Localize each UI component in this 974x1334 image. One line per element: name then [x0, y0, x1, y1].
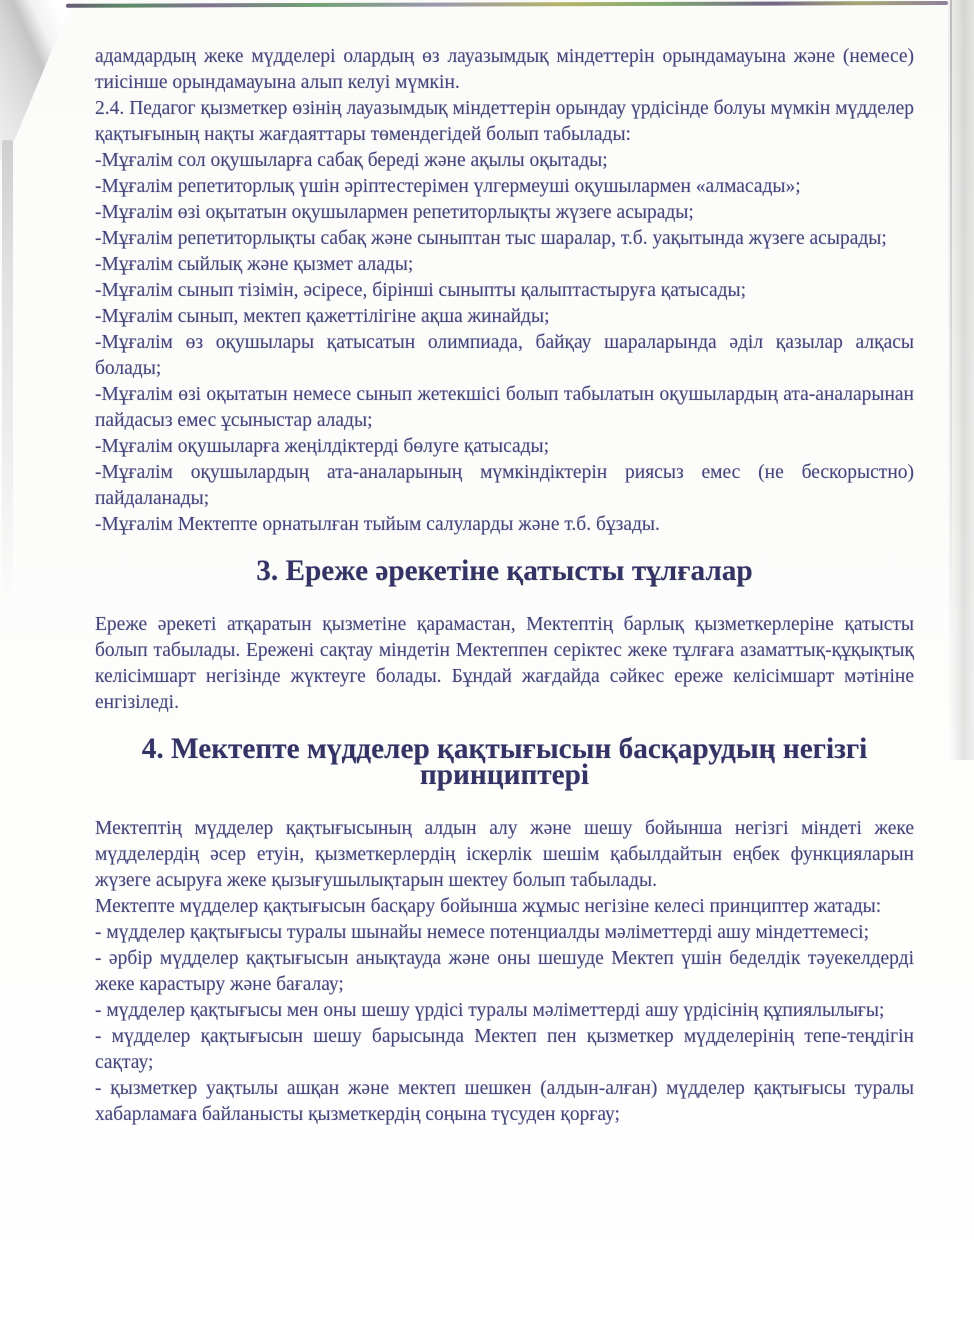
scan-left-edge-shadow — [2, 140, 13, 610]
list-item: -Мұғалім өз оқушылары қатысатын олимпиада, байқау шараларында әділ қазылар алқасы болады; — [95, 332, 914, 379]
paragraph: адамдардың жеке мүдделері олардың өз лауазымдық міндеттерін орындамауына және (немесе) тиісінше орындамауына алып келуі мүмкін. — [95, 46, 914, 93]
list-item: -Мұғалім өзі оқытатын немесе сынып жетекшісі болып табылатын оқушылардың ата-аналарынан пайдасыз емес ұсыныстар алады; — [95, 384, 914, 431]
section-heading: 4. Мектепте мүдделер қақтығысын басқарудың негізгі принциптері — [141, 733, 868, 791]
paragraph: Ереже әрекеті атқаратын қызметіне қарамастан, Мектептің барлық қызметкерлеріне қатысты болып табылады. Ережені сақтау міндетін Мектеппен серіктес жеке тұлғаға азаматтық-құқықтық келісімшарт негізінде жүктеуге болады. Бұндай жағдайда сәйкес ереже келісімшарт мәтініне енгізіледі. — [95, 614, 914, 713]
list-item: - мүдделер қақтығысы мен оны шешу үрдісі туралы мәліметтерді ашу үрдісінің құпиялылығы; — [95, 1000, 885, 1021]
list-item: - қызметкер уақтылы ашқан және мектеп шешкен (алдын-алған) мүдделер қақтығысы туралы хабарламаға байланысты қызметкердің соңына түсуден қорғау; — [95, 1078, 914, 1125]
list-item: - мүдделер қақтығысы туралы шынайы немесе потенциалды мәліметтерді ашу міндеттемесі; — [95, 922, 869, 943]
list-item: -Мұғалім өзі оқытатын оқушылармен репетиторлықты жүзеге асырады; — [95, 202, 694, 223]
paragraph: Мектептің мүдделер қақтығысының алдын алу және шешу бойынша негізгі міндеті жеке мүдделердің әсер етуін, қызметкерлердің іскерлік шешім қабылдайтын еңбек функцияларын жүзеге асыруға жеке қызығушылықтарын шектеу болып табылады. — [95, 818, 914, 891]
list-item: - мүдделер қақтығысын шешу барысында Мектеп пен қызметкер мүдделерінің тепе-теңдігін сақтау; — [95, 1026, 914, 1073]
scan-top-edge-line — [66, 1, 948, 8]
scan-right-edge-line — [950, 0, 952, 640]
list-item: -Мұғалім сыйлық және қызмет алады; — [95, 254, 414, 275]
paragraph: 2.4. Педагог қызметкер өзінің лауазымдық міндеттерін орындау үрдісінде болуы мүмкін мүдделер қақтығының нақты жағдаяттары төмендегідей болып табылады: — [95, 98, 914, 145]
list-item: -Мұғалім Мектепте орнатылған тыйым салуларды және т.б. бұзады. — [95, 514, 660, 535]
list-item: -Мұғалім сынып тізімін, әсіресе, бірінші сыныпты қалыптастыруға қатысады; — [95, 280, 747, 301]
paragraph: Мектепте мүдделер қақтығысын басқару бойынша жұмыс негізіне келесі принциптер жатады: — [95, 896, 882, 917]
list-item: -Мұғалім оқушылардың ата-аналарының мүмкіндіктерін риясыз емес (не бескорыстно) пайдаланады; — [95, 462, 914, 509]
list-item: -Мұғалім репетиторлықты сабақ және сыныптан тыс шаралар, т.б. уақытында жүзеге асырады; — [95, 228, 887, 249]
list-item: -Мұғалім сол оқушыларға сабақ береді және ақылы оқытады; — [95, 150, 608, 171]
section-heading: 3. Ереже әрекетіне қатысты тұлғалар — [256, 555, 753, 587]
list-item: -Мұғалім репетиторлық үшін әріптестерімен үлгермеуші оқушылармен «алмасады»; — [95, 176, 801, 197]
document-body — [95, 44, 914, 1128]
list-item: -Мұғалім сынып, мектеп қажеттілігіне ақша жинайды; — [95, 306, 550, 327]
list-item: - әрбір мүдделер қақтығысын анықтауда және оны шешуде Мектеп үшін беделдік тәуекелдерді жеке карастыру және бағалау; — [95, 948, 914, 995]
scan-corner-fold — [0, 0, 74, 162]
list-item: -Мұғалім оқушыларға жеңілдіктерді бөлуге қатысады; — [95, 436, 550, 457]
